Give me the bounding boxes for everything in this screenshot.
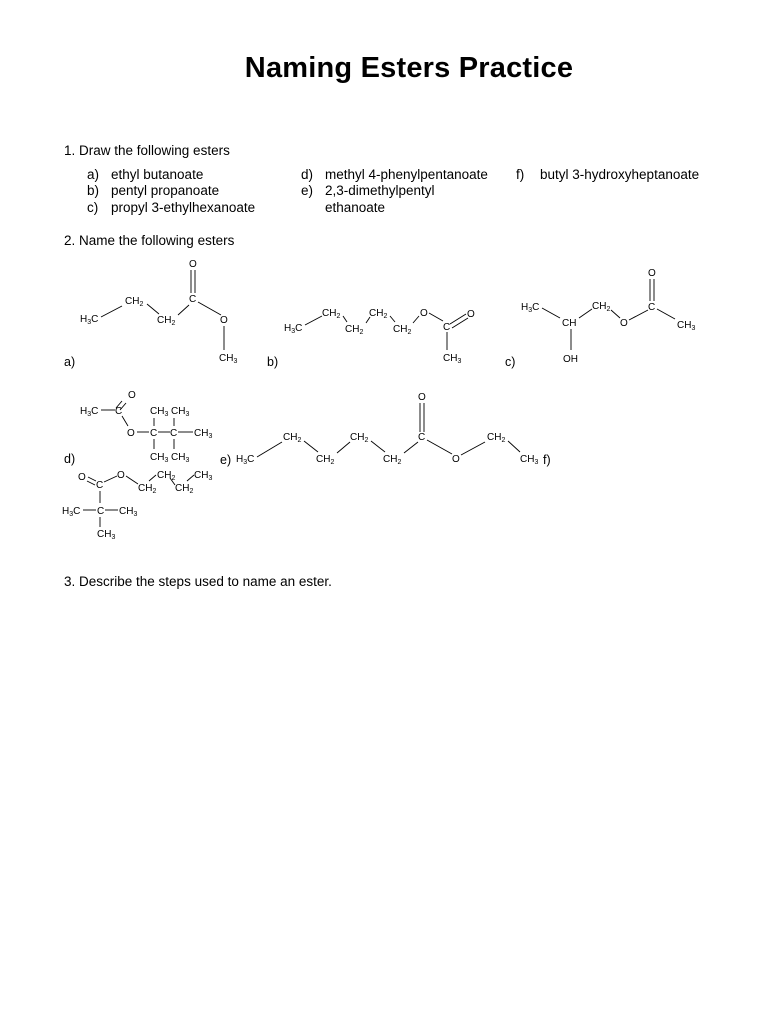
svg-text:CH2: $CH_2$ [138, 483, 157, 495]
q2-part-f-label: f) [543, 453, 551, 467]
svg-text:CH3: $CH_3$ [677, 320, 696, 332]
svg-text:C: C [170, 428, 178, 439]
q1-item-a-text: ethyl butanoate [111, 167, 204, 182]
svg-text:CH2: $CH_2$ [592, 301, 611, 313]
svg-text:CH3: $CH_3$ [194, 470, 213, 482]
svg-text:H3C: $H_3C$ [80, 314, 99, 326]
svg-text:C: C [648, 302, 656, 313]
q1-item-b-label: b) [87, 183, 100, 198]
svg-text:CH2: $CH_2$ [322, 308, 341, 320]
q2-part-a-label: a) [64, 355, 76, 369]
question-2-prompt: 2. Name the following esters [64, 233, 235, 248]
svg-text:CH3: $CH_3$ [194, 428, 213, 440]
svg-text:CH2: $CH_2$ [383, 454, 402, 466]
q1-item-b-text: pentyl propanoate [111, 183, 220, 198]
svg-text:CH2: $CH_2$ [175, 483, 194, 495]
svg-text:O: O [420, 308, 428, 319]
svg-text:C: C [96, 480, 104, 491]
svg-text:CH3: $CH_3$ [443, 353, 462, 365]
svg-text:H3C: $H_3C$ [521, 302, 540, 314]
molecule-e [236, 392, 538, 466]
molecule-b [284, 308, 475, 365]
question-3-prompt: 3. Describe the steps used to name an ester. [64, 574, 332, 589]
svg-text:O: O [127, 428, 135, 439]
svg-text:CH2: $CH_2$ [157, 315, 176, 327]
svg-text:CH3: $CH_3$ [150, 452, 169, 464]
svg-text:O: O [467, 309, 475, 320]
q1-item-d-label: d) [301, 167, 314, 182]
svg-text:O: O [78, 472, 86, 483]
q2-part-d-label: d) [64, 452, 76, 466]
svg-text:H3C: $H_3C$ [236, 454, 255, 466]
q1-item-e-text: 2,3-dimethylpentyl [325, 183, 435, 198]
svg-text:O: O [128, 390, 136, 401]
molecule-f [62, 470, 212, 541]
page-title: Naming Esters Practice [244, 52, 574, 84]
svg-text:CH2: $CH_2$ [316, 454, 335, 466]
svg-text:CH2: $CH_2$ [350, 432, 369, 444]
svg-text:C: C [189, 294, 197, 305]
svg-text:C: C [115, 406, 123, 417]
svg-text:CH2: $CH_2$ [345, 324, 364, 336]
molecule-d [80, 390, 212, 464]
q1-item-f-label: f) [516, 167, 525, 182]
svg-text:CH3: $CH_3$ [97, 529, 116, 541]
q2-part-c-label: c) [505, 355, 516, 369]
svg-text:CH2: $CH_2$ [487, 432, 506, 444]
svg-text:CH: CH [562, 318, 577, 329]
q1-item-e-text-line2: ethanoate [325, 200, 386, 215]
molecule-c [521, 268, 695, 365]
svg-text:CH2: $CH_2$ [157, 470, 176, 482]
svg-text:CH2: $CH_2$ [125, 296, 144, 308]
svg-text:H3C: $H_3C$ [80, 406, 99, 418]
svg-text:H3C: $H_3C$ [284, 323, 303, 335]
svg-text:CH3: $CH_3$ [171, 452, 190, 464]
svg-text:O: O [189, 259, 197, 270]
svg-text:CH2: $CH_2$ [393, 324, 412, 336]
svg-text:O: O [220, 315, 228, 326]
question-1-prompt: 1. Draw the following esters [64, 143, 230, 158]
svg-text:CH3: $CH_3$ [171, 406, 190, 418]
svg-text:C: C [443, 322, 451, 333]
svg-text:O: O [452, 454, 460, 465]
svg-text:C: C [418, 432, 426, 443]
svg-text:CH2: $CH_2$ [283, 432, 302, 444]
q1-item-a-label: a) [87, 167, 100, 182]
svg-text:CH3: $CH_3$ [150, 406, 169, 418]
q1-item-f-text: butyl 3-hydroxyheptanoate [540, 167, 700, 182]
q1-item-c-text: propyl 3-ethylhexanoate [111, 200, 256, 215]
svg-text:O: O [620, 318, 628, 329]
svg-text:O: O [117, 470, 125, 481]
q1-item-c-label: c) [87, 200, 99, 215]
svg-text:CH3: $CH_3$ [119, 506, 138, 518]
svg-text:C: C [97, 506, 105, 517]
svg-text:CH3: $CH_3$ [520, 454, 539, 466]
svg-text:CH2: $CH_2$ [369, 308, 388, 320]
svg-text:OH: OH [563, 354, 578, 365]
q2-part-e-label: e) [220, 453, 232, 467]
q1-item-e-label: e) [301, 183, 314, 198]
svg-text:O: O [648, 268, 656, 279]
svg-text:CH3: $CH_3$ [219, 353, 238, 365]
q2-part-b-label: b) [267, 355, 279, 369]
svg-text:O: O [418, 392, 426, 403]
svg-text:C: C [150, 428, 158, 439]
svg-text:H3C: $H_3C$ [62, 506, 81, 518]
q1-item-d-text: methyl 4-phenylpentanoate [325, 167, 488, 182]
molecule-a [80, 259, 237, 365]
